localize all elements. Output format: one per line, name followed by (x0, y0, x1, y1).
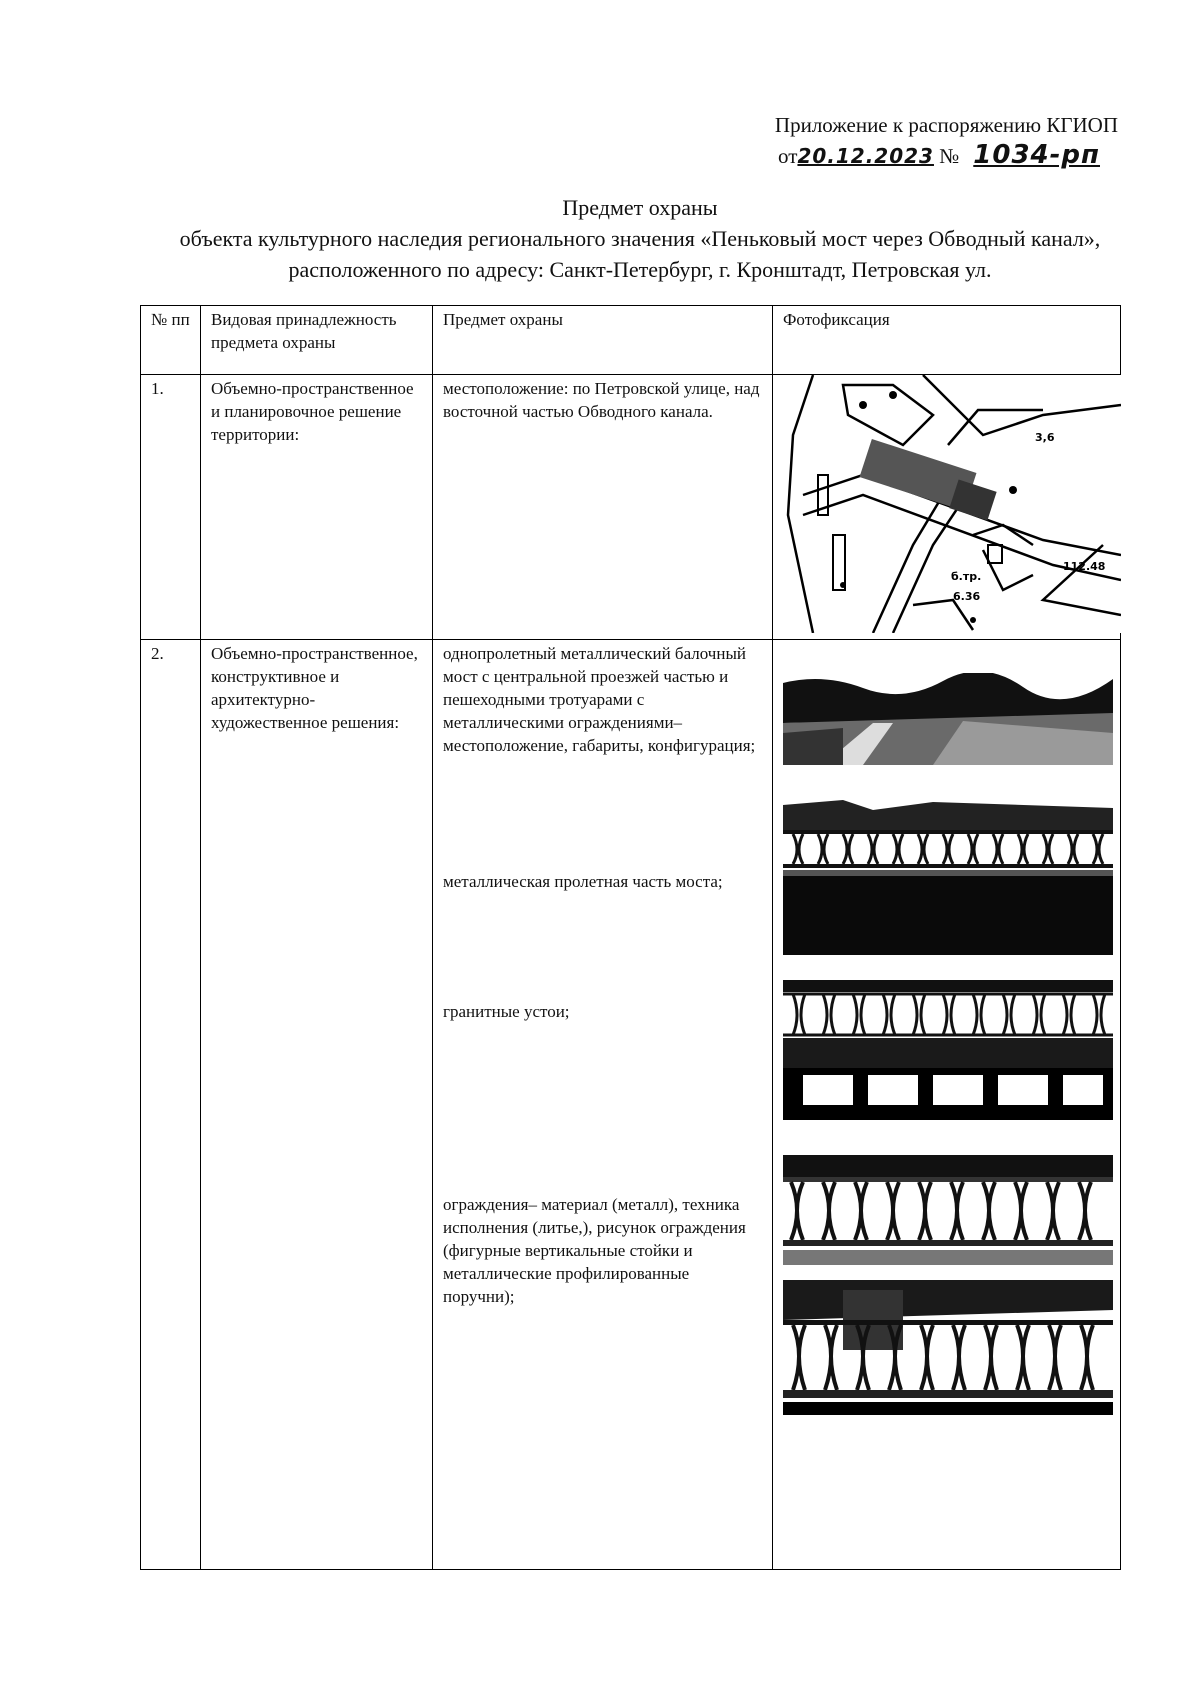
map-label: б.тр. (951, 570, 982, 583)
appendix-header (775, 112, 1118, 173)
subject-item: ограждения– материал (металл), техника исполнения (литье,), рисунок ограждения (фигурные вертикальные стойки и металлические профилированные поручни); (443, 1195, 746, 1306)
from-prefix: от (778, 144, 798, 169)
title-line-2: объекта культурного наследия регионального значения «Пеньковый мост через Обводный канал», расположенного по адресу: Санкт-Петербург, г. Кронштадт, Петровская ул. (179, 226, 1101, 282)
header-type: Видовая принадлежность предмета охраны (201, 306, 433, 375)
protection-subject-table (140, 305, 1121, 1570)
row-number: 2. (141, 640, 201, 1570)
row-type: Объемно-пространственное, конструктивное и архитектурно-художественное решения: (201, 640, 433, 1570)
bridge-street-photo (783, 673, 1113, 765)
bridge-abutment-photo (783, 980, 1113, 1120)
photo-column (773, 640, 1121, 1570)
railing-photo-2 (783, 1280, 1113, 1415)
handwritten-date: 20.12.2023 (797, 144, 934, 169)
appendix-line: Приложение к распоряжению КГИОП (774, 113, 1118, 137)
site-map-image (773, 375, 1121, 633)
map-label: 112.48 (1063, 560, 1106, 573)
subject-item: гранитные устои; (443, 1002, 570, 1021)
bridge-span-photo (783, 800, 1113, 955)
map-label: 3,6 (1035, 431, 1055, 444)
railing-photo-1 (783, 1155, 1113, 1265)
handwritten-number: 1034-рп (973, 140, 1100, 171)
subject-item: металлическая пролетная часть моста; (443, 872, 723, 891)
document-title (160, 192, 1120, 285)
subject-item: однопролетный металлический балочный мост с центральной проезжей частью и пешеходными тротуарами с металлическими ограждениями– местоположение, габариты, конфигурация; (443, 644, 756, 755)
row-number: 1. (141, 375, 201, 640)
row-subject: местоположение: по Петровской улице, над восточной частью Обводного канала. (433, 375, 773, 640)
map-photo (773, 375, 1121, 640)
header-number: № пп (141, 306, 201, 375)
header-photo: Фотофиксация (773, 306, 1121, 375)
map-label: 6.36 (953, 590, 981, 603)
header-subject: Предмет охраны (433, 306, 773, 375)
row-subject-list (433, 640, 773, 1570)
row-type: Объемно-пространственное и планировочное решение территории: (201, 375, 433, 640)
table-header-row (141, 306, 1121, 375)
order-date-number (778, 139, 1118, 173)
table-row (141, 375, 1121, 640)
table-row (141, 640, 1121, 1570)
number-sign: № (939, 144, 960, 169)
title-line-1: Предмет охраны (562, 195, 718, 220)
